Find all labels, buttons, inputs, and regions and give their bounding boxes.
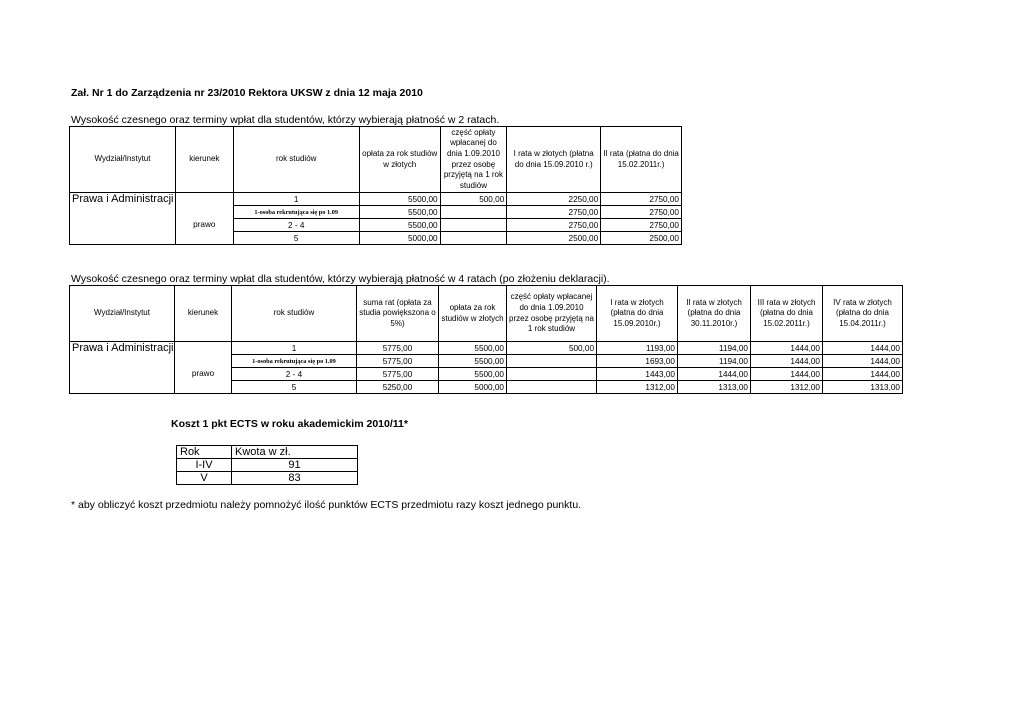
document-title: Zał. Nr 1 do Zarządzenia nr 23/2010 Rektora UKSW z dnia 12 maja 2010 — [71, 87, 423, 99]
rate2-cell: 1313,00 — [678, 381, 751, 394]
table2-header-field: kierunek — [175, 286, 232, 342]
sum-cell: 5775,00 — [357, 342, 439, 355]
part-cell — [507, 355, 597, 368]
year-cell: 5 — [232, 381, 357, 394]
ects-header-amount: Kwota w zł. — [232, 446, 358, 459]
rate2-cell: 1194,00 — [678, 342, 751, 355]
rate1-cell: 1443,00 — [597, 368, 678, 381]
table-row — [177, 472, 358, 485]
year-cell: 1-osoba rekrutująca się po 1.09 — [233, 206, 359, 219]
ects-header-row — [177, 446, 358, 459]
faculty-blank — [70, 206, 176, 245]
rate4-cell: 1444,00 — [823, 368, 903, 381]
table1-header-rate1: I rata w złotych (płatna do dnia 15.09.2010 r.) — [507, 127, 601, 193]
part-cell: 500,00 — [440, 193, 507, 206]
table2-header-row — [70, 286, 903, 342]
ects-year-cell: V — [177, 472, 232, 485]
ects-amount-cell: 91 — [232, 459, 358, 472]
table2-header-fee: opłata za rok studiów w złotych — [439, 286, 507, 342]
table2-header-year: rok studiów — [232, 286, 357, 342]
table1-header-fee: opłata za rok studiów w złotych — [359, 127, 440, 193]
table-row — [70, 193, 682, 206]
rate2-cell: 2500,00 — [601, 232, 682, 245]
rate1-cell: 2500,00 — [507, 232, 601, 245]
faculty-blank — [70, 355, 175, 394]
table2-header-rate2: II rata w złotych (płatna do dnia 30.11.2010r.) — [678, 286, 751, 342]
field-cell — [176, 193, 234, 206]
table2-header-faculty: Wydział/Instytut — [70, 286, 175, 342]
ects-year-cell: I-IV — [177, 459, 232, 472]
fee-cell: 5500,00 — [439, 355, 507, 368]
table-row — [70, 206, 682, 219]
rate4-cell: 1444,00 — [823, 342, 903, 355]
fee-cell: 5500,00 — [359, 206, 440, 219]
rate2-cell: 1194,00 — [678, 355, 751, 368]
table2-header-rate4: IV rata w złotych (płatna do dnia 15.04.2011r.) — [823, 286, 903, 342]
year-cell: 1 — [232, 342, 357, 355]
table2-header-sum: suma rat (opłata za studia powiększona o 5%) — [357, 286, 439, 342]
ects-header-year: Rok — [177, 446, 232, 459]
ects-title: Koszt 1 pkt ECTS w roku akademickim 2010/11* — [171, 418, 408, 430]
rate2-cell: 2750,00 — [601, 193, 682, 206]
table2-header-rate1: I rata w złotych (płatna do dnia 15.09.2010r.) — [597, 286, 678, 342]
fee-cell: 5000,00 — [439, 381, 507, 394]
rate3-cell: 1444,00 — [751, 368, 823, 381]
rate4-cell: 1444,00 — [823, 355, 903, 368]
rate4-cell: 1313,00 — [823, 381, 903, 394]
year-cell: 2 - 4 — [232, 368, 357, 381]
part-cell — [507, 368, 597, 381]
part-cell — [440, 206, 507, 219]
fee-cell: 5000,00 — [359, 232, 440, 245]
table-row — [177, 459, 358, 472]
table1 — [69, 126, 682, 245]
table1-header-year: rok studiów — [233, 127, 359, 193]
field-cell — [175, 342, 232, 355]
year-cell: 1-osoba rekrutująca się po 1.09 — [232, 355, 357, 368]
table1-header-faculty: Wydział/Instytut — [70, 127, 176, 193]
rate1-cell: 2750,00 — [507, 206, 601, 219]
sum-cell: 5775,00 — [357, 368, 439, 381]
table2-header-rate3: III rata w złotych (płatna do dnia 15.02.2011r.) — [751, 286, 823, 342]
fee-cell: 5500,00 — [439, 342, 507, 355]
ects-table — [176, 445, 358, 485]
rate1-cell: 1693,00 — [597, 355, 678, 368]
table2-header-part: część opłaty wpłacanej do dnia 1.09.2010 przez osobę przyjętą na 1 rok studiów — [507, 286, 597, 342]
rate1-cell: 1312,00 — [597, 381, 678, 394]
year-cell: 1 — [233, 193, 359, 206]
rate1-cell: 1193,00 — [597, 342, 678, 355]
table1-header-part: część opłaty wpłacanej do dnia 1.09.2010 przez osobę przyjętą na 1 rok studiów — [440, 127, 507, 193]
part-cell — [440, 232, 507, 245]
part-cell — [440, 219, 507, 232]
rate3-cell: 1444,00 — [751, 355, 823, 368]
field-name: prawo — [175, 355, 232, 394]
rate1-cell: 2750,00 — [507, 219, 601, 232]
sum-cell: 5250,00 — [357, 381, 439, 394]
fee-cell: 5500,00 — [359, 219, 440, 232]
table-row — [70, 342, 903, 355]
faculty-name: Prawa i Administracji — [70, 193, 176, 206]
part-cell: 500,00 — [507, 342, 597, 355]
rate2-cell: 2750,00 — [601, 219, 682, 232]
footnote: * aby obliczyć koszt przedmiotu należy pomnożyć ilość punktów ECTS przedmiotu razy koszt jednego punktu. — [71, 499, 582, 511]
table1-header-field: kierunek — [176, 127, 234, 193]
rate1-cell: 2250,00 — [507, 193, 601, 206]
table1-header-rate2: II rata (płatna do dnia 15.02.2011r.) — [601, 127, 682, 193]
rate2-cell: 1444,00 — [678, 368, 751, 381]
rate2-cell: 2750,00 — [601, 206, 682, 219]
field-name: prawo — [176, 206, 234, 245]
rate3-cell: 1312,00 — [751, 381, 823, 394]
table2 — [69, 285, 903, 394]
faculty-name: Prawa i Administracji — [70, 342, 175, 355]
fee-cell: 5500,00 — [359, 193, 440, 206]
table-row — [70, 355, 903, 368]
rate3-cell: 1444,00 — [751, 342, 823, 355]
year-cell: 5 — [233, 232, 359, 245]
table2-caption: Wysokość czesnego oraz terminy wpłat dla studentów, którzy wybierają płatność w 4 ratach (po złożeniu deklaracji). — [71, 273, 610, 285]
ects-amount-cell: 83 — [232, 472, 358, 485]
table1-caption: Wysokość czesnego oraz terminy wpłat dla studentów, którzy wybierają płatność w 2 ratach. — [71, 114, 500, 126]
table1-header-row — [70, 127, 682, 193]
fee-cell: 5500,00 — [439, 368, 507, 381]
sum-cell: 5775,00 — [357, 355, 439, 368]
year-cell: 2 - 4 — [233, 219, 359, 232]
part-cell — [507, 381, 597, 394]
